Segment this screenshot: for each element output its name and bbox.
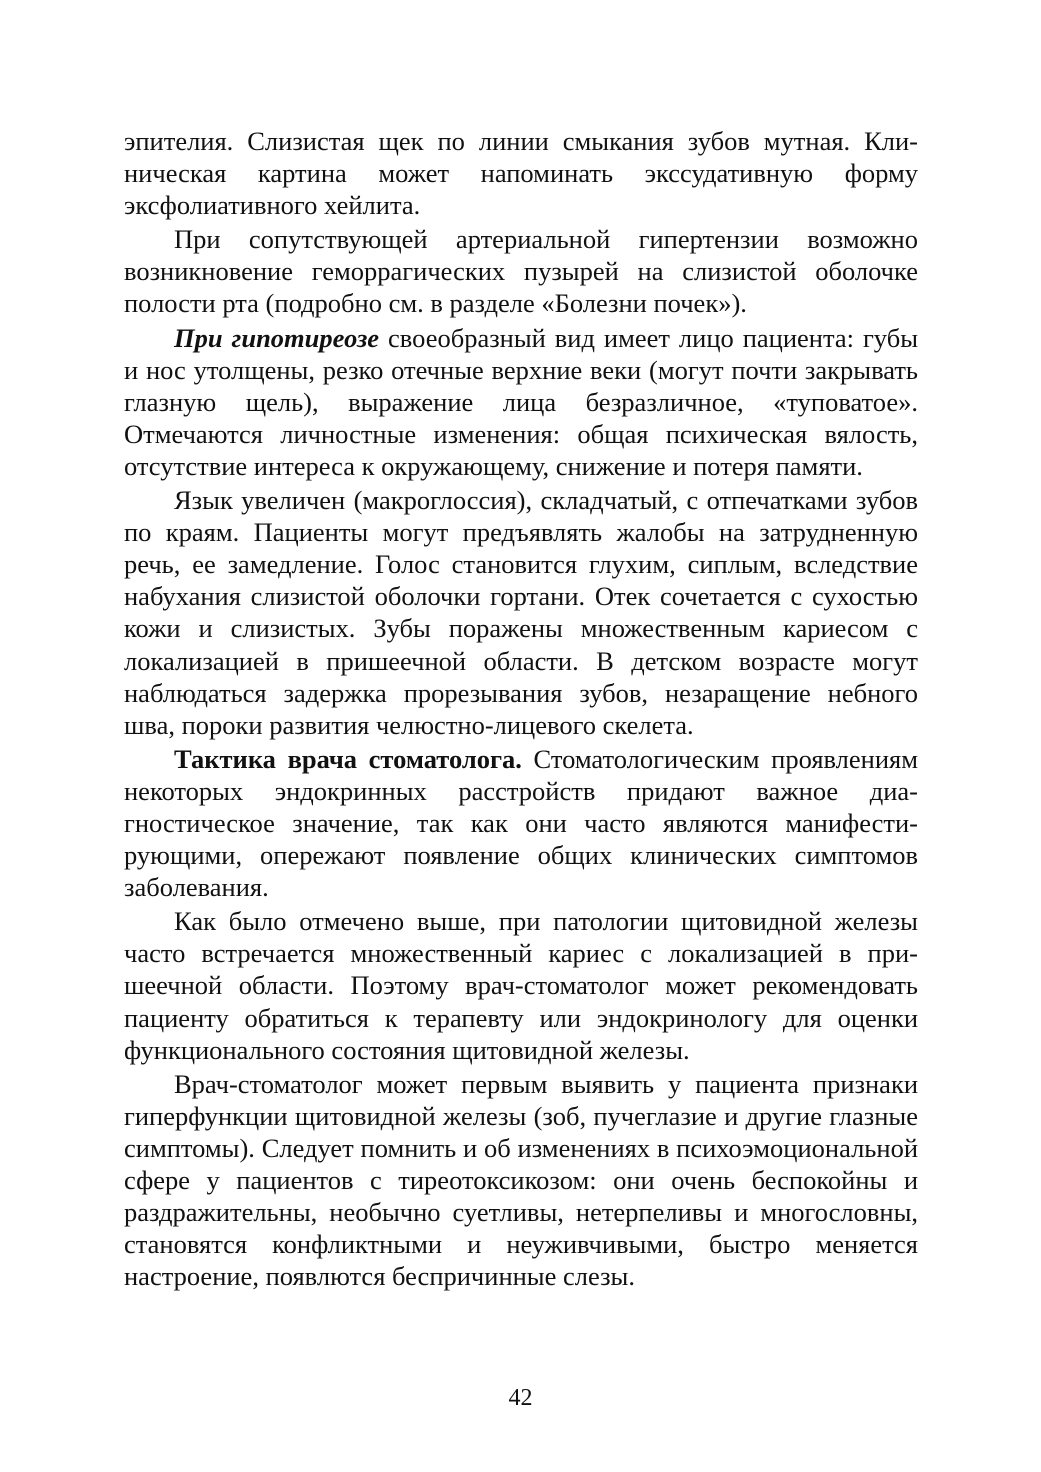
page-body xyxy=(124,125,918,1292)
paragraph-lead-tactics: Тактика врача стоматолога. xyxy=(174,743,522,774)
paragraph-text: своеобразный вид имеет лицо пациента: губы и нос утолщены, резко отечные верхние веки (могут почти закрывать глазную щель), выражение лица безразличное, «туповатое». Отмечаются личностные изменения: общая психическая вялость, отсутствие интереса к окружающему, снижение и потеря памяти. xyxy=(124,322,919,481)
paragraph-hyperfunction xyxy=(124,1068,918,1293)
paragraph-text: Как было отмечено выше, при патологии щитовидной железы часто встречается множественный кариес с локализацией в пришеечной области. Поэтому врач-стоматолог может рекомендовать пациенту обратиться к терапевту или эндокринологу для оценки функционального состояния щитовидной железы. xyxy=(124,906,918,1065)
paragraph-thyroid-caries xyxy=(124,905,918,1065)
paragraph-text: Врач-стоматолог может первым выявить у пациента признаки гиперфункции щитовидной железы (зоб, пучеглазие и другие глазные симптомы). Следует помнить и об изменениях в психоэмоциональной сфере у пациентов с тиреотоксикозом: они очень беспокойны и раздражительны, необычно суетливы, нетерпеливы и многословны, становятся конфликтными и неуживчивыми, быстро меняется настроение, появлются беспричинные слезы. xyxy=(124,1068,918,1292)
paragraph-text: эпителия. Слизистая щек по линии смыкания зубов мутная. Клиническая картина может напоминать экссудативную форму эксфолиативного хейлита. xyxy=(124,126,918,221)
paragraph-text: Стоматологическим проявлениям некоторых эндокринных расстройств придают важное диагностическое значение, так как они часто являются манифестирующими, опережают появление общих клинических симптомов заболевания. xyxy=(124,743,918,903)
paragraph-epithelium xyxy=(124,125,918,221)
paragraph-lead-hypothyroidism: При гипотиреозе xyxy=(174,322,380,353)
paragraph-hypothyroidism xyxy=(124,322,918,482)
paragraph-text: При сопутствующей артериальной гипертензии возможно возникновение геморрагических пузырей на слизистой оболочке полости рта (подробно см. в разделе «Болезни почек»). xyxy=(124,224,918,319)
paragraph-hypertension xyxy=(124,223,918,319)
paragraph-text: Язык увеличен (макроглоссия), складчатый, с отпечатками зубов по краям. Пациенты могут предъявлять жалобы на затрудненную речь, ее замедление. Голос становится глухим, сиплым, вследствие набухания слизистой оболочки гортани. Отек сочетается с сухостью кожи и слизистых. Зубы поражены множественным кариесом с локализацией в пришеечной области. В детском возрасте могут наблюдаться задержка прорезывания зубов, незаращение небного шва, пороки развития челюстно-лицевого скелета. xyxy=(124,485,918,740)
paragraph-dentist-tactics xyxy=(124,743,918,903)
paragraph-macroglossia xyxy=(124,484,918,741)
page-number: 42 xyxy=(508,1385,533,1411)
